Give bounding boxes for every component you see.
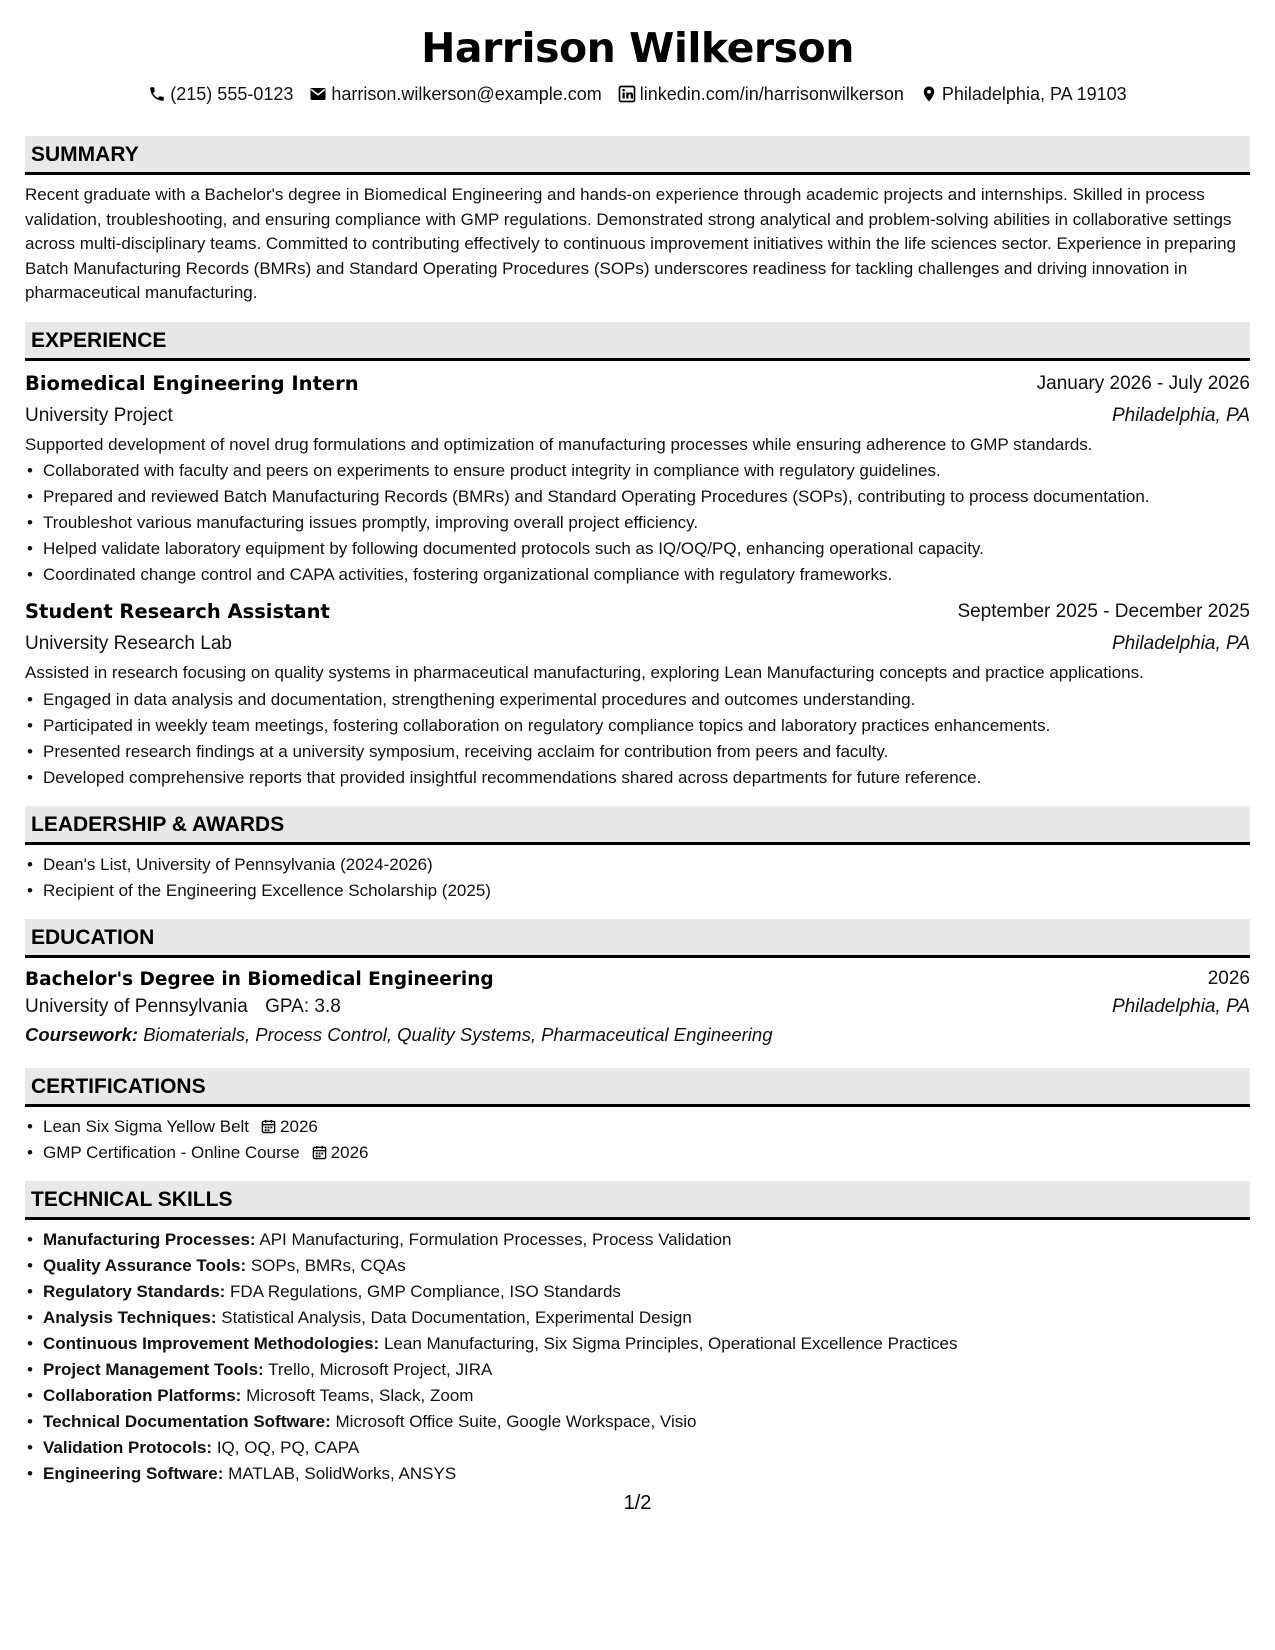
list-item: • Coordinated change control and CAPA activities, fostering organizational compliance with regulatory frameworks.	[43, 563, 1250, 587]
list-item: • Recipient of the Engineering Excellence Scholarship (2025)	[43, 879, 1250, 903]
envelope-icon	[309, 85, 327, 103]
school-name: University of Pennsylvania	[25, 995, 248, 1017]
summary-text: Recent graduate with a Bachelor's degree in Biomedical Engineering and hands-on experience through academic projects and internships. Skilled in process validation, troubleshooting, and ensuring compliance with GMP regulations. Demonstrated strong analytical and problem-solving abilities in collaborative settings across multi-disciplinary teams. Committed to contributing effectively to continuous improvement initiatives within the life sciences sector. Experience in preparing Batch Manufacturing Records (BMRs) and Standard Operating Procedures (SOPs) underscores readiness for tackling challenges and driving innovation in pharmaceutical manufacturing.	[25, 185, 1237, 302]
certifications-list	[25, 1115, 1250, 1165]
cert-year: 2026	[280, 1116, 318, 1136]
job-location: Philadelphia, PA	[1111, 633, 1250, 654]
section-title: TECHNICAL SKILLS	[25, 1181, 1250, 1220]
summary-section	[25, 136, 1250, 306]
phone-text: (215) 555-0123	[170, 83, 294, 104]
skill-category: Continuous Improvement Methodologies:	[43, 1333, 380, 1353]
skill-category: Quality Assurance Tools:	[43, 1255, 247, 1275]
education-section	[25, 919, 1250, 1046]
candidate-name: Harrison Wilkerson	[421, 24, 854, 72]
skill-values: Microsoft Office Suite, Google Workspace, Visio	[335, 1411, 697, 1431]
contact-location	[920, 84, 1127, 105]
gpa: GPA: 3.8	[265, 995, 341, 1017]
list-item	[43, 1141, 1250, 1165]
skill-item	[43, 1228, 1250, 1252]
calendar-icon	[312, 1145, 327, 1160]
school-location: Philadelphia, PA	[1111, 995, 1250, 1017]
skills-section	[25, 1181, 1250, 1486]
skill-item	[43, 1332, 1250, 1356]
job-dates: January 2026 - July 2026	[1036, 372, 1250, 394]
skill-item	[43, 1254, 1250, 1278]
job-org: University Research Lab	[25, 633, 232, 654]
certifications-section	[25, 1068, 1250, 1165]
list-item: • Developed comprehensive reports that provided insightful recommendations shared across departments for future reference.	[43, 766, 1250, 790]
cert-year: 2026	[330, 1142, 369, 1162]
skill-category: Collaboration Platforms:	[43, 1385, 242, 1405]
calendar-icon	[261, 1119, 276, 1134]
job-dates: September 2025 - December 2025	[957, 601, 1250, 622]
coursework-label: Coursework:	[25, 1023, 139, 1045]
contact-email[interactable]	[309, 84, 601, 105]
linkedin-text[interactable]: linkedin.com/in/harrisonwilkerson	[639, 83, 904, 104]
skill-category: Engineering Software:	[43, 1463, 224, 1483]
job-entry	[25, 369, 1250, 588]
job-description: Assisted in research focusing on quality systems in pharmaceutical manufacturing, exploring Lean Manufacturing concepts and practice applications.	[25, 663, 1144, 682]
job-location: Philadelphia, PA	[1111, 404, 1250, 426]
skill-values: IQ, OQ, PQ, CAPA	[216, 1437, 360, 1457]
skill-item	[43, 1436, 1250, 1460]
list-item: • Dean's List, University of Pennsylvania (2024-2026)	[43, 853, 1250, 877]
education-header	[25, 964, 1250, 990]
job-bullets	[25, 459, 1250, 587]
school-info	[25, 996, 341, 1018]
list-item: • Collaborated with faculty and peers on experiments to ensure product integrity in compliance with regulatory guidelines.	[43, 459, 1250, 483]
page-number: 1/2	[623, 1492, 652, 1514]
skill-item	[43, 1358, 1250, 1382]
cert-name: GMP Certification - Online Course	[43, 1142, 300, 1162]
job-header	[25, 369, 1250, 395]
experience-section	[25, 322, 1250, 790]
email-text[interactable]: harrison.wilkerson@example.com	[331, 83, 602, 104]
job-description: Supported development of novel drug formulations and optimization of manufacturing processes while ensuring adherence to GMP standards.	[25, 434, 1093, 454]
skill-values: SOPs, BMRs, CQAs	[250, 1255, 406, 1275]
graduation-year: 2026	[1207, 967, 1250, 989]
resume-page	[25, 0, 1250, 1486]
section-title: CERTIFICATIONS	[25, 1068, 1250, 1107]
list-item: • Helped validate laboratory equipment by following documented protocols such as IQ/OQ/PQ, enhancing operational capacity.	[43, 537, 1250, 561]
section-title: LEADERSHIP & AWARDS	[25, 806, 1250, 845]
location-text: Philadelphia, PA 19103	[941, 83, 1127, 104]
job-title: Biomedical Engineering Intern	[25, 371, 359, 395]
skill-category: Regulatory Standards:	[43, 1281, 226, 1301]
skill-values: MATLAB, SolidWorks, ANSYS	[228, 1463, 457, 1483]
job-org: University Project	[25, 404, 173, 426]
skill-item	[43, 1410, 1250, 1434]
skill-item	[43, 1384, 1250, 1408]
list-item: • Prepared and reviewed Batch Manufacturing Records (BMRs) and Standard Operating Procedures (SOPs), contributing to process documentation.	[43, 485, 1250, 509]
list-item: • Participated in weekly team meetings, fostering collaboration on regulatory compliance topics and laboratory practices enhancements.	[43, 714, 1250, 738]
job-subheader	[25, 401, 1250, 427]
skill-category: Manufacturing Processes:	[43, 1229, 256, 1249]
contact-linkedin[interactable]	[618, 84, 904, 105]
cert-name: Lean Six Sigma Yellow Belt	[43, 1116, 250, 1136]
skill-category: Technical Documentation Software:	[43, 1411, 331, 1431]
skill-category: Validation Protocols:	[43, 1437, 213, 1457]
list-item: • Engaged in data analysis and documentation, strengthening experimental procedures and outcomes understanding.	[43, 688, 1250, 712]
skill-values: API Manufacturing, Formulation Processes, Process Validation	[259, 1229, 732, 1249]
map-pin-icon	[920, 85, 938, 103]
section-title: EXPERIENCE	[25, 322, 1250, 361]
list-item: • Presented research findings at a university symposium, receiving acclaim for contribution from peers and faculty.	[43, 740, 1250, 764]
skill-item	[43, 1462, 1250, 1486]
awards-list	[25, 853, 1250, 903]
section-title: SUMMARY	[25, 136, 1250, 175]
skill-values: Trello, Microsoft Project, JIRA	[268, 1359, 493, 1379]
list-item: • Troubleshot various manufacturing issues promptly, improving overall project efficiency.	[43, 511, 1250, 535]
skill-values: Lean Manufacturing, Six Sigma Principles, Operational Excellence Practices	[383, 1333, 958, 1353]
skill-item	[43, 1306, 1250, 1330]
contact-phone	[148, 84, 293, 105]
skill-values: Microsoft Teams, Slack, Zoom	[246, 1385, 474, 1405]
leadership-section	[25, 806, 1250, 903]
job-subheader	[25, 629, 1250, 655]
job-title: Student Research Assistant	[25, 600, 330, 623]
job-entry	[25, 597, 1250, 790]
linkedin-icon	[618, 85, 636, 103]
education-subheader	[25, 992, 1250, 1018]
skill-values: FDA Regulations, GMP Compliance, ISO Standards	[230, 1281, 621, 1301]
section-title: EDUCATION	[25, 919, 1250, 958]
degree-title: Bachelor's Degree in Biomedical Engineering	[25, 968, 494, 990]
job-bullets	[25, 688, 1250, 790]
skills-list	[25, 1228, 1250, 1486]
phone-icon	[148, 85, 166, 103]
list-item	[43, 1115, 1250, 1139]
job-header	[25, 597, 1250, 623]
coursework	[25, 1024, 1250, 1046]
skill-category: Project Management Tools:	[43, 1359, 264, 1379]
skill-values: Statistical Analysis, Data Documentation, Experimental Design	[221, 1307, 692, 1327]
skill-category: Analysis Techniques:	[43, 1307, 217, 1327]
coursework-text: Biomaterials, Process Control, Quality Systems, Pharmaceutical Engineering	[143, 1023, 773, 1045]
skill-item	[43, 1280, 1250, 1304]
contact-bar	[25, 82, 1250, 106]
